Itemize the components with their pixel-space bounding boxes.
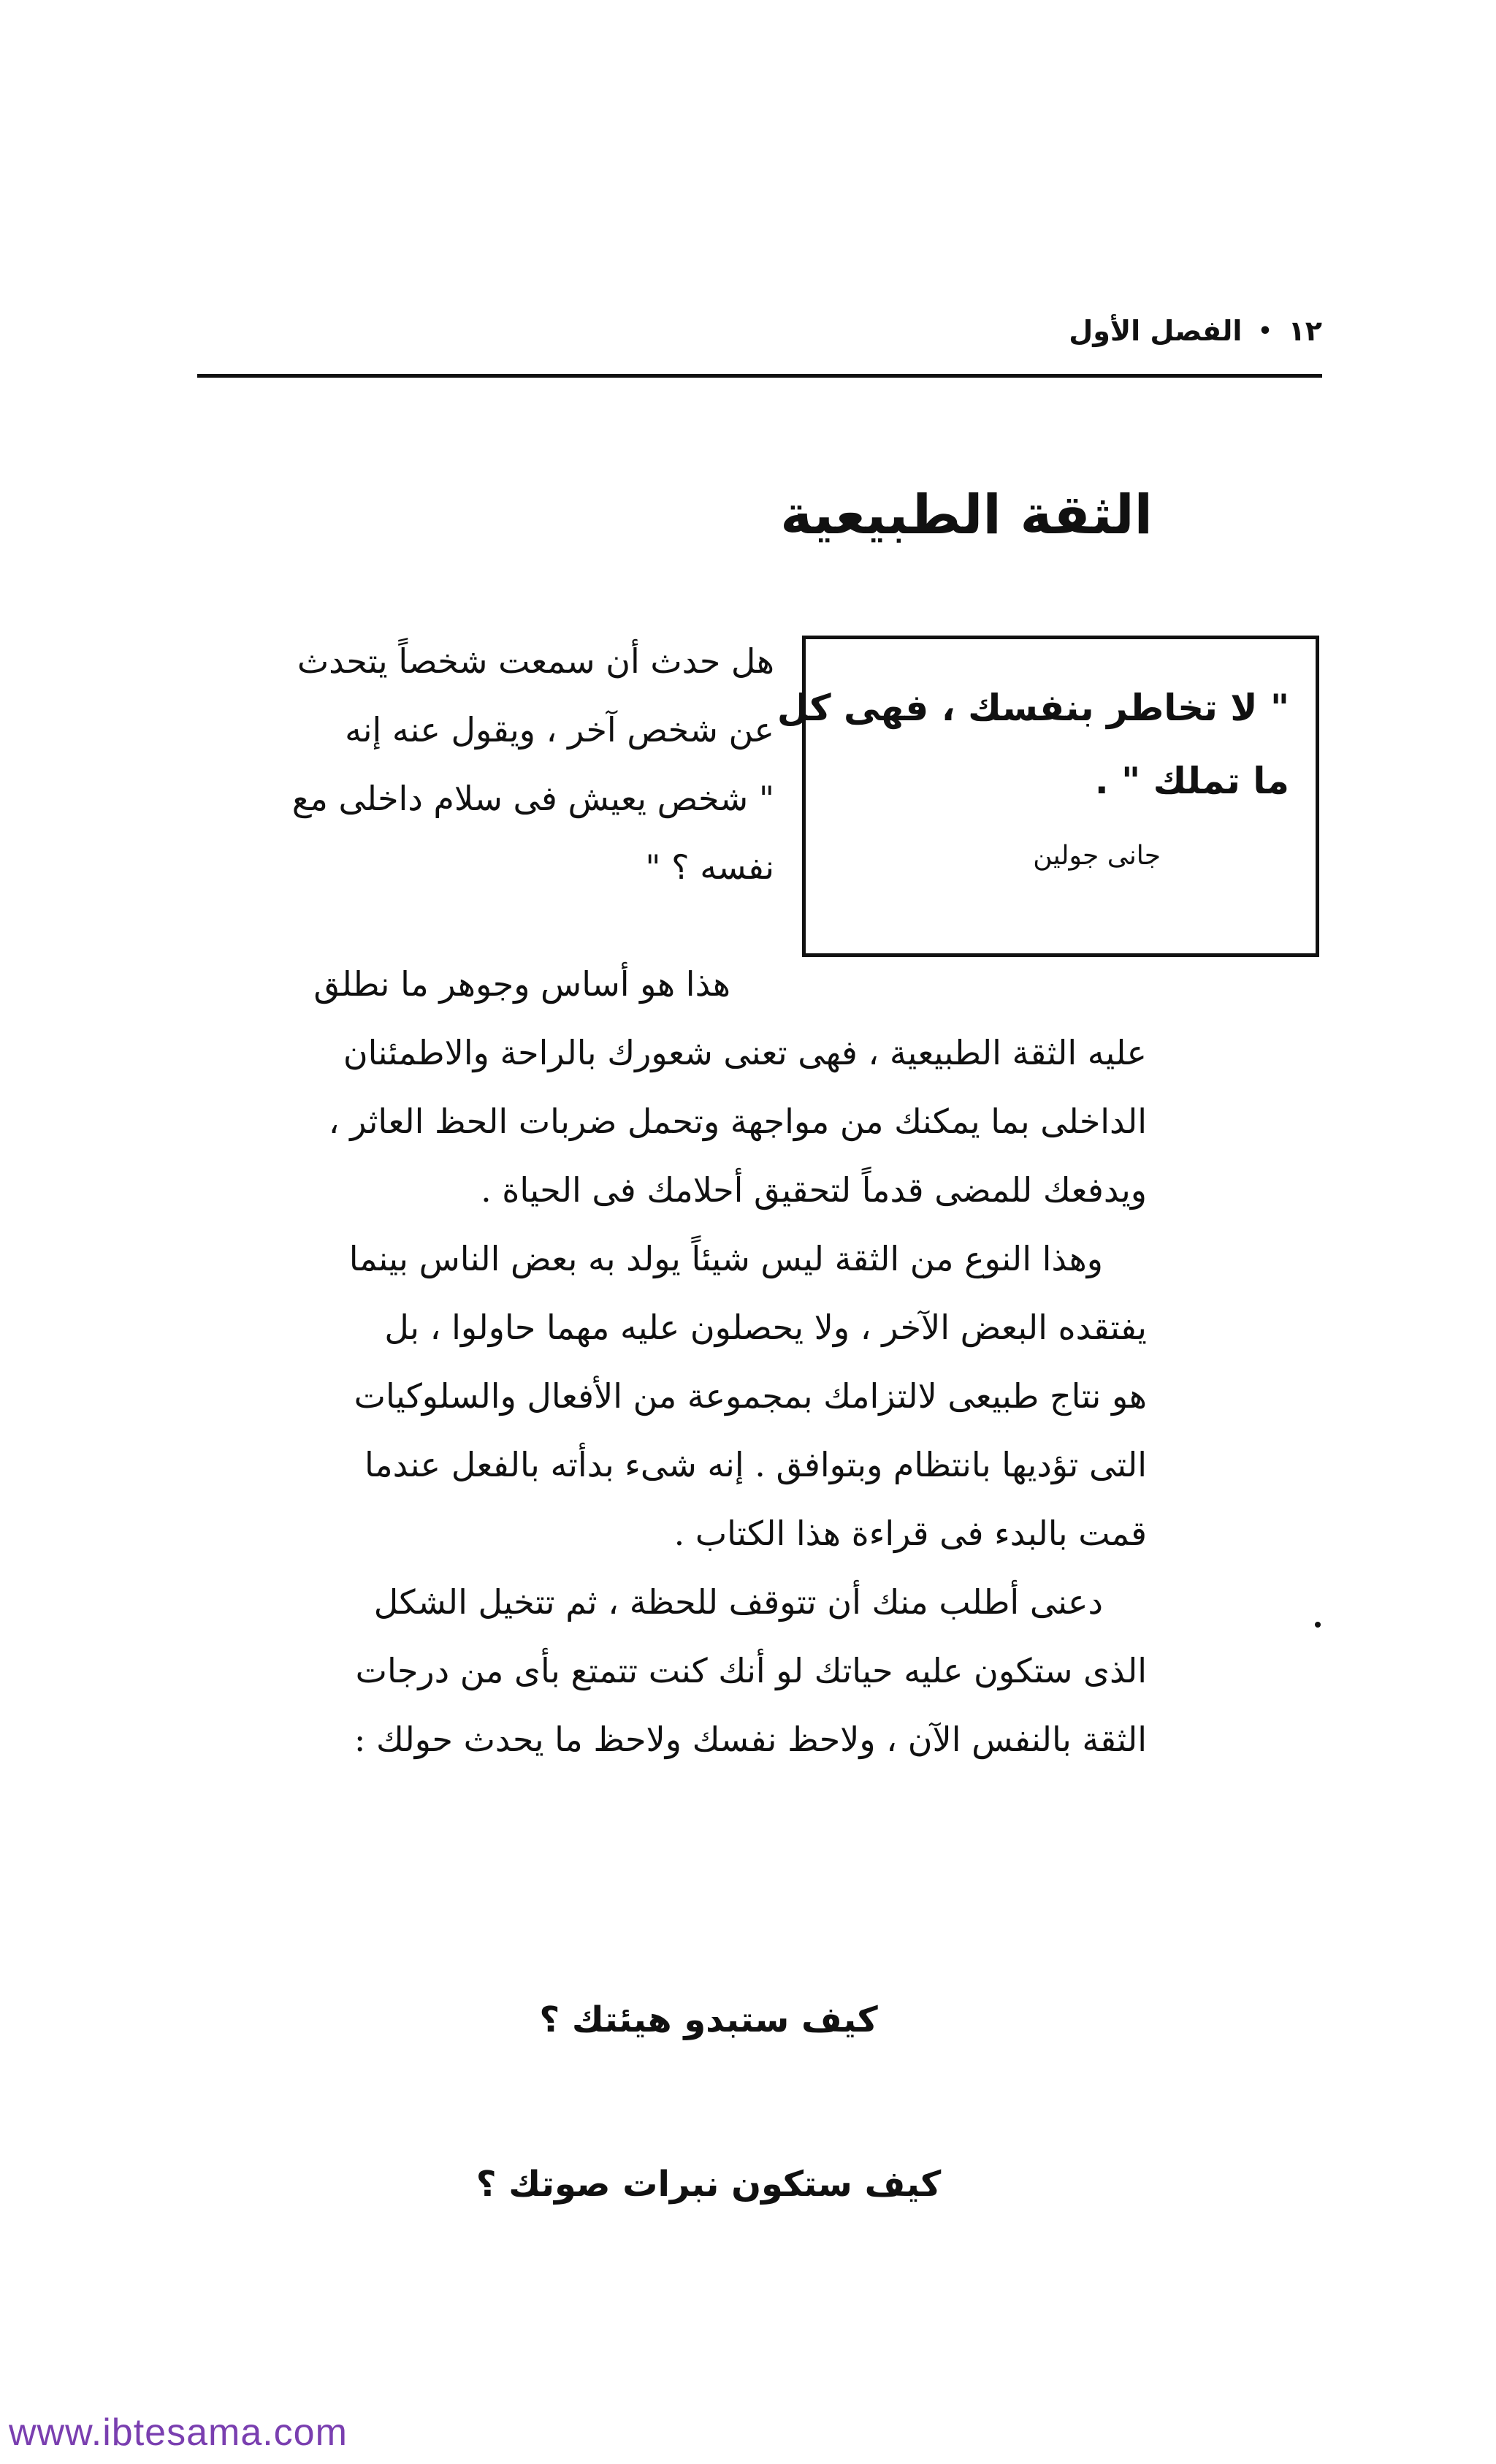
watermark-link[interactable]: www.ibtesama.com xyxy=(9,2411,348,2454)
subheading-voice: كيف ستكون نبرات صوتك ؟ xyxy=(476,2164,942,2205)
subheading-appearance: كيف ستبدو هيئتك ؟ xyxy=(539,1999,878,2040)
text-line: هو نتاج طبيعى لالتزامك بمجموعة من الأفعال والسلوكيات xyxy=(354,1376,1147,1416)
stray-dot xyxy=(1315,1622,1321,1628)
page-number: ١٢ xyxy=(1288,315,1322,347)
quote-text xyxy=(776,671,1289,817)
intro-paragraph xyxy=(197,627,774,901)
text-line: عن شخص آخر ، ويقول عنه إنه xyxy=(345,710,774,750)
text-line: نفسه ؟ " xyxy=(645,847,774,887)
header-rule xyxy=(197,374,1322,378)
text-line: عليه الثقة الطبيعية ، فهى تعنى شعورك بالراحة والاطمئنان xyxy=(343,1033,1147,1072)
quote-author: جانى جولين xyxy=(1033,841,1161,871)
text-line: يفتقده البعض الآخر ، ولا يحصلون عليه مهما حاولوا ، بل xyxy=(384,1308,1147,1347)
text-line: وهذا النوع من الثقة ليس شيئاً يولد به بعض الناس بينما xyxy=(348,1239,1103,1278)
body-paragraphs xyxy=(197,1018,1147,1774)
quote-line: " لا تخاطر بنفسك ، فهى كل xyxy=(776,687,1289,729)
section-title: الثقة الطبيعية xyxy=(780,484,1153,546)
quote-line: ما تملك " . xyxy=(1094,760,1289,802)
header-bullet: • xyxy=(1258,318,1272,344)
text-line: هذا هو أساس وجوهر ما نطلق xyxy=(313,964,730,1004)
text-line: الذى ستكون عليه حياتك لو أنك كنت تتمتع بأى من درجات xyxy=(355,1651,1147,1690)
paragraph-1-lead xyxy=(197,950,774,1018)
chapter-title: الفصل الأول xyxy=(1069,315,1243,347)
text-line: دعنى أطلب منك أن تتوقف للحظة ، ثم تتخيل الشكل xyxy=(373,1582,1103,1622)
text-line: التى تؤديها بانتظام وبتوافق . إنه شىء بدأته بالفعل عندما xyxy=(364,1445,1147,1484)
text-line: ويدفعك للمضى قدماً لتحقيق أحلامك فى الحياة . xyxy=(481,1170,1147,1210)
text-line: الداخلى بما يمكنك من مواجهة وتحمل ضربات الحظ العاثر ، xyxy=(328,1102,1147,1141)
running-header xyxy=(197,305,1322,356)
text-line: " شخص يعيش فى سلام داخلى مع xyxy=(291,779,774,818)
text-line: قمت بالبدء فى قراءة هذا الكتاب . xyxy=(673,1514,1147,1553)
text-line: الثقة بالنفس الآن ، ولاحظ نفسك ولاحظ ما يحدث حولك : xyxy=(354,1720,1147,1759)
quote-box xyxy=(776,636,1319,957)
text-line: هل حدث أن سمعت شخصاً يتحدث xyxy=(297,641,774,681)
